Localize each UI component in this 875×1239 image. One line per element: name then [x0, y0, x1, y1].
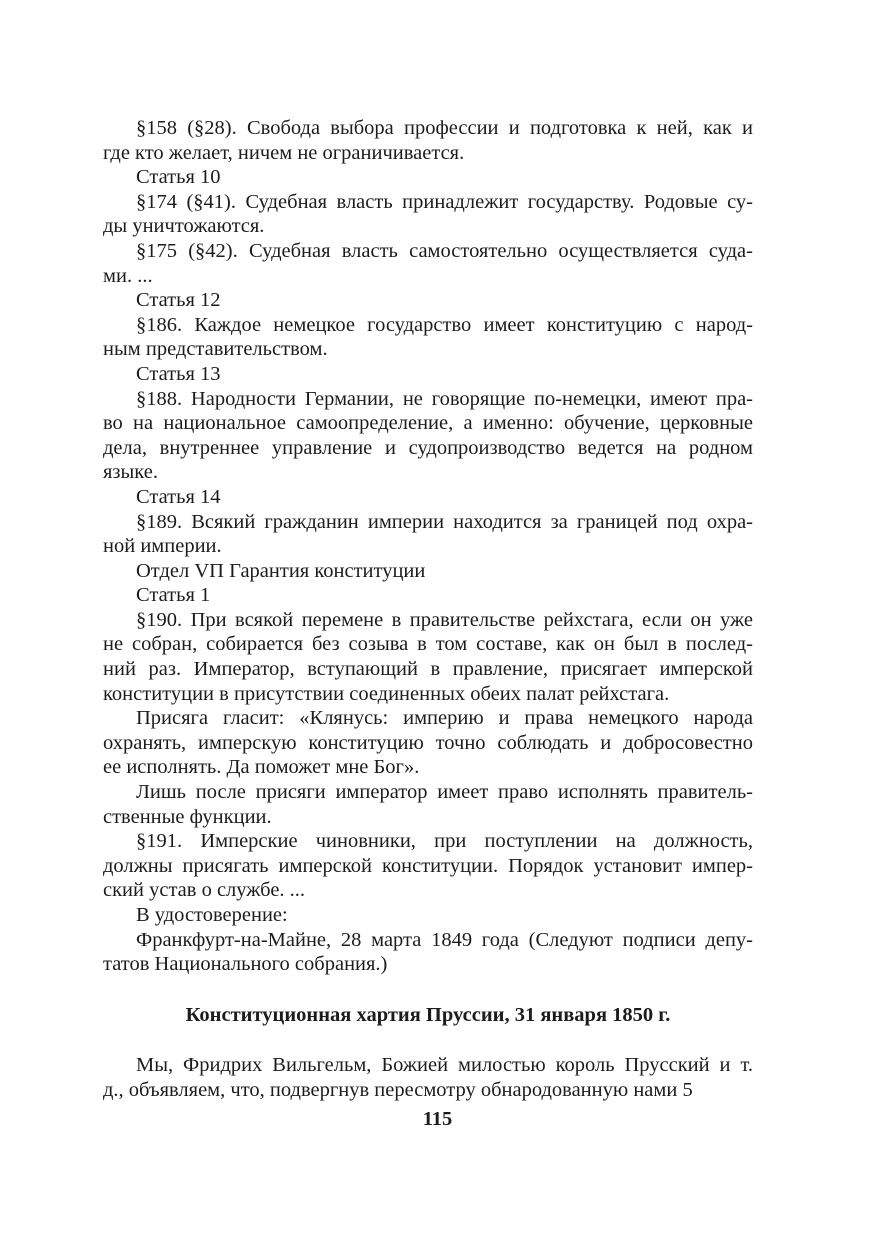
paragraph: [103, 559, 753, 584]
text-line: §190. При всякой перемене в правительстве рейхстага, если он уже: [136, 608, 753, 631]
text-line: ственные функции.: [103, 805, 272, 828]
text-line: Статья 14: [136, 485, 221, 508]
text-line: д., объявляем, что, подвергнув пересмотру обнародованную нами 5: [103, 1078, 693, 1101]
paragraph: [103, 608, 753, 706]
paragraph: [103, 165, 753, 190]
text-line: ды уничтожаются.: [103, 215, 265, 238]
paragraph: [103, 485, 753, 510]
text-line: §191. Имперские чиновники, при поступлении на должность,: [136, 830, 753, 853]
text-line: Статья 1: [136, 584, 211, 607]
text-line: ми. ...: [103, 264, 153, 287]
text-line: языке.: [103, 461, 158, 484]
text-line: ным представительством.: [103, 338, 328, 361]
text-line: §189. Всякий гражданин империи находится за границей под охра-: [136, 510, 753, 533]
text-line: Франкфурт-на-Майне, 28 марта 1849 года (Следуют подписи депу-: [136, 928, 753, 951]
paragraph: [103, 190, 753, 239]
text-line: охранять, имперскую конституцию точно соблюдать и добросовестно: [103, 731, 753, 754]
text-line: В удостоверение:: [136, 904, 288, 926]
paragraph: [103, 780, 753, 829]
text-line: §188. Народности Германии, не говорящие по-немецки, имеют пра-: [136, 387, 753, 410]
text-line: ной империи.: [103, 535, 222, 558]
text-line: Статья 12: [136, 289, 221, 312]
paragraph: [103, 903, 753, 928]
text-line: Лишь после присяги император имеет право исполнять правитель-: [136, 781, 753, 804]
text-line: должны присягать имперской конституции. Порядок установит импер-: [103, 854, 753, 877]
text-line: §186. Каждое немецкое государство имеет конституцию с народ-: [136, 313, 753, 336]
paragraph: [103, 288, 753, 313]
text-column: [103, 116, 753, 1103]
paragraph: [103, 239, 753, 288]
text-line: Мы, Фридрих Вильгельм, Божией милостью король Прусский и т.: [136, 1054, 753, 1077]
text-line: Отдел VП Гарантия конституции: [136, 559, 426, 582]
paragraph: [103, 1053, 753, 1102]
paragraph: [103, 829, 753, 903]
text-line: Статья 10: [136, 166, 221, 189]
page-number: 115: [422, 1108, 453, 1130]
paragraph: [103, 928, 753, 977]
text-line: ее исполнять. Да поможет мне Бог».: [103, 756, 420, 779]
paragraph: [103, 583, 753, 608]
paragraph: [103, 116, 753, 165]
text-line: Статья 13: [136, 362, 221, 385]
paragraph: [103, 362, 753, 387]
paragraph: [103, 510, 753, 559]
section-heading: [103, 1003, 753, 1028]
text-line: во на национальное самоопределение, а именно: обучение, церковные: [103, 412, 753, 435]
text-line: не собран, собирается без созыва в том составе, как он был в послед-: [103, 633, 753, 656]
text-line: Конституционная хартия Пруссии, 31 января 1850 г.: [185, 1003, 671, 1026]
text-line: ский устав о службе. ...: [103, 879, 306, 902]
text-line: §175 (§42). Судебная власть самостоятельно осуществляется суда-: [136, 239, 753, 262]
text-line: §158 (§28). Свобода выбора профессии и подготовка к ней, как и: [136, 117, 753, 139]
paragraph: [103, 313, 753, 362]
text-line: конституции в присутствии соединенных обеих палат рейхстага.: [103, 682, 670, 705]
text-line: ний раз. Император, вступающий в правление, присягает имперской: [103, 658, 753, 681]
text-line: дела, внутреннее управление и судопроизводство ведется на родном: [103, 436, 753, 459]
text-line: Присяга гласит: «Клянусь: империю и права немецкого народа: [136, 707, 753, 730]
text-line: татов Национального собрания.): [103, 953, 388, 976]
paragraph: [103, 387, 753, 485]
text-line: где кто желает, ничем не ограничивается.: [103, 141, 465, 164]
paragraph: [103, 706, 753, 780]
text-line: §174 (§41). Судебная власть принадлежит государству. Родовые су-: [136, 190, 753, 213]
